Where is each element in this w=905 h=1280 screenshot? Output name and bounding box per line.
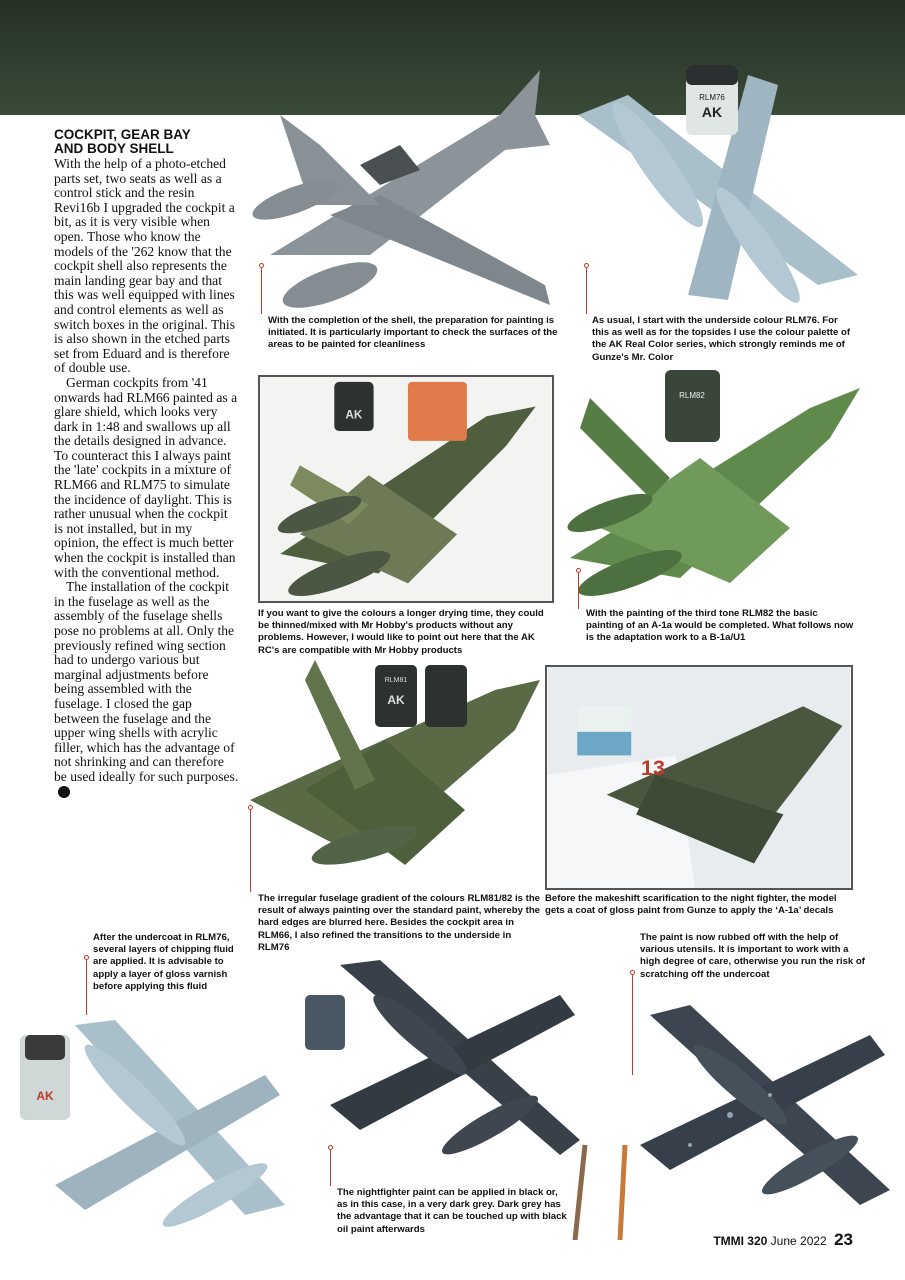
paragraph-3-text: The installation of the cockpit in the fuselage as well as the assembly of the fuselage shells pose no problems at all. Only the previously refined wing section had to undergo various but marginal adjustments before being assembled with the fuselage. I closed the gap between the fuselage and the upper wing shells with acrylic filler, which has the advantage of not shrinking and can therefore be used ideally for such purposes.	[54, 579, 239, 784]
photo-rlm82	[560, 368, 875, 608]
heading-line-2: AND BODY SHELL	[54, 141, 174, 156]
caption-pin	[330, 1150, 331, 1186]
caption-6: Before the makeshift scarification to the night fighter, the model gets a coat of gloss paint from Gunze to apply the ‘A-1a’ decals	[545, 893, 837, 917]
caption-pin	[578, 573, 579, 609]
caption-8: The nightfighter paint can be applied in black or, as in this case, in a very dark grey. Dark grey has the advantage that it can be touched up with black oil paint afterwards	[337, 1187, 567, 1235]
page-footer	[713, 1230, 853, 1250]
end-of-article-icon: ▶	[58, 786, 70, 798]
aircraft-night-image	[300, 955, 585, 1185]
paragraph-1: With the help of a photo-etched parts set, two seats as well as a control stick and the resin Revi16b I upgraded the cockpit a bit, as it is very visible when open. Those who know the models of the '262 know that the cockpit shell also represents the main landing gear bay and that this was well equipped with lines and control elements as well as switch boxes in the original. This is also shown in the etched parts set from Eduard and is therefore of double use.	[54, 156, 235, 376]
jar-rlm82-label: RLM82	[679, 391, 705, 400]
photo-rlm81-82-gradient	[245, 660, 545, 890]
caption-3: If you want to give the colours a longer drying time, they could be thinned/mixed with Mr Hobby's products without any problems. However, I would like to point out here that the AK RC's are compatible with Mr Hobby products	[258, 608, 544, 656]
jar-brand-label: AK	[701, 104, 723, 120]
photo-gloss-decals	[545, 665, 853, 890]
caption-pin	[250, 810, 251, 892]
article-body	[54, 157, 240, 799]
photo-chipping-fluid	[15, 1015, 315, 1250]
aircraft-gradient-image	[245, 660, 545, 890]
jar-brand-label: AK	[387, 693, 405, 707]
paragraph-2: German cockpits from '41 onwards had RLM66 painted as a glare shield, which looks very dark in 1:48 and swallows up all the details designed in advance. To counteract this I always paint the 'late' cockpits in a mixture of RLM66 and RLM75 to simulate the incidence of daylight. This is rather unusual when the cockpit is not installed, but in my opinion, the effect is much better when the cockpit is installed than with the conventional method.	[54, 374, 238, 580]
decal-number: 13	[641, 755, 666, 781]
photo-camouflage-jars	[258, 375, 554, 603]
decal-sheet-image	[547, 667, 851, 888]
aircraft-camo-image	[260, 377, 552, 601]
caption-5: The irregular fuselage gradient of the colours RLM81/82 is the result of always painting over the standard paint, whereby the hard edges are blurred here. Besides the cockpit area in RLM66, I also refined the transitions to the underside in RLM76	[258, 893, 541, 953]
caption-2: As usual, I start with the underside colour RLM76. For this as well as for the topsides I use the colour palette of the AK Real Color series, which strongly reminds me of Gunze's Mr. Color	[592, 315, 851, 363]
photo-rubbed-off	[630, 995, 900, 1220]
caption-7: After the undercoat in RLM76, several layers of chipping fluid are applied. It is advisable to apply a layer of gloss varnish before applying this fluid	[93, 932, 234, 992]
heading-line-1: COCKPIT, GEAR BAY	[54, 127, 191, 142]
section-heading	[54, 128, 244, 156]
caption-pin	[86, 960, 87, 1015]
photo-rlm76-underside	[568, 55, 868, 310]
aircraft-rlm82-image	[560, 368, 875, 608]
issue-date: June 2022	[770, 1234, 827, 1248]
caption-pin	[261, 268, 262, 314]
caption-pin	[586, 268, 587, 314]
jar-brand-label: AK	[36, 1089, 54, 1103]
aircraft-rlm76-image	[568, 55, 868, 310]
photo-night-paint	[300, 955, 585, 1185]
jar-rlm76-label: RLM76	[699, 93, 725, 102]
magazine-issue: TMMI 320	[713, 1234, 768, 1248]
caption-9: The paint is now rubbed off with the help of various utensils. It is important to work with a high degree of care, otherwise you run the risk of scratching off the undercoat	[640, 932, 865, 980]
jar-brand-label: AK	[345, 408, 363, 422]
aircraft-chipped-image	[630, 995, 900, 1220]
aircraft-grey-primer-image	[250, 55, 560, 310]
caption-1: With the completion of the shell, the preparation for painting is initiated. It is particularly important to check the surfaces of the areas to be painted for cleanliness	[268, 315, 558, 351]
paragraph-3	[54, 580, 240, 799]
photo-grey-primer	[250, 55, 560, 310]
aircraft-rlm76-chipping-image	[15, 1015, 315, 1250]
jar-rlm81-label: RLM81	[384, 677, 408, 684]
caption-4: With the painting of the third tone RLM82 the basic painting of an A-1a would be completed. What follows now is the adaptation work to a B-1a/U1	[586, 608, 854, 644]
page-number: 23	[834, 1230, 853, 1249]
